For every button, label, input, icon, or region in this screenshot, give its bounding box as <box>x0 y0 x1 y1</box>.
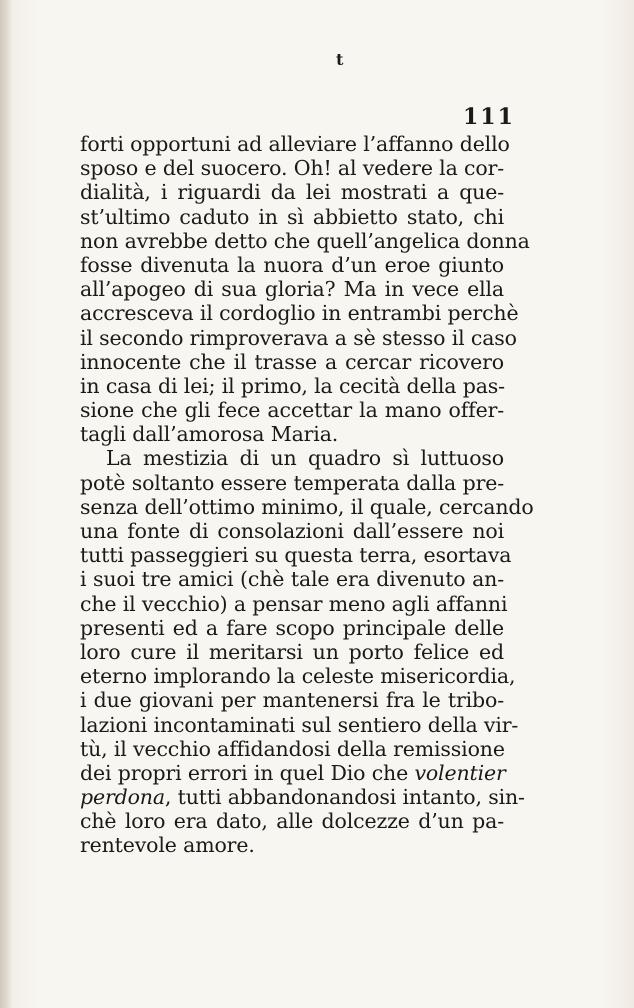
text-line: non avrebbe detto che quell’angelica donna <box>80 228 530 253</box>
text-segment: dei propri errori in quel Dio che <box>80 760 409 785</box>
text-segment: , tutti abbandonandosi intanto, sin- <box>164 785 525 810</box>
text-line: il secondo rimproverava a sè stesso il caso <box>80 325 517 350</box>
text-line: lazioni incontaminati sul sentiero della vir- <box>80 712 519 737</box>
text-line: st’ultimo caduto in sì abbietto stato, chi <box>80 204 504 229</box>
text-line: una fonte di consolazioni dall’essere noi <box>80 519 504 543</box>
text-line: accresceva il cordoglio in entrambi perchè <box>80 301 519 326</box>
text-line: tutti passeggieri su questa terra, esortava <box>80 543 512 568</box>
text-line: tagli dall’amorosa Maria. <box>80 422 339 447</box>
text-line: in casa di lei; il primo, la cecità della pas- <box>80 373 505 398</box>
italic-word: perdona <box>80 785 165 810</box>
text-line-mixed <box>80 785 525 810</box>
text-line: i suoi tre amici (chè tale era divenuto an- <box>80 567 504 592</box>
text-line: forti opportuni ad alleviare l’affanno dello <box>80 132 510 156</box>
text-line: loro cure il meritarsi un porto felice ed <box>80 639 504 664</box>
text-line: potè soltanto essere temperata dalla pre- <box>80 470 504 495</box>
text-line: innocente che il trasse a cercar ricovero <box>80 349 504 374</box>
text-line: sione che gli fece accettar la mano offer- <box>80 398 504 423</box>
text-line: eterno implorando la celeste misericordia, <box>80 664 516 689</box>
text-line-mixed <box>80 761 504 785</box>
text-line: fosse divenuta la nuora d’un eroe giunto <box>80 252 504 277</box>
text-line: rentevole amore. <box>80 833 255 858</box>
italic-word: volentier <box>414 760 506 785</box>
page-gutter-shadow <box>0 0 12 1008</box>
text-line: che il vecchio) a pensar meno agli affanni <box>80 591 508 616</box>
text-line: i due giovani per mantenersi fra le tribo- <box>80 688 504 713</box>
text-line: all’apogeo di sua gloria? Ma in vece ella <box>80 277 504 302</box>
signature-mark: t <box>336 50 344 69</box>
text-line: tù, il vecchio affidandosi della remissione <box>80 736 505 761</box>
paragraph-first-line: La mestizia di un quadro sì luttuoso <box>106 446 504 471</box>
text-line: sposo e del suocero. Oh! al vedere la cor- <box>80 156 504 181</box>
text-line: presenti ed a fare scopo principale delle <box>80 615 504 640</box>
page-number: 111 <box>463 104 515 130</box>
body-text <box>80 132 534 858</box>
text-line: dialità, i riguardi da lei mostrati a que- <box>80 180 504 205</box>
text-line: chè loro era dato, alle dolcezze d’un pa- <box>80 809 504 834</box>
text-line: senza dell’ottimo minimo, il quale, cercando <box>80 494 534 519</box>
